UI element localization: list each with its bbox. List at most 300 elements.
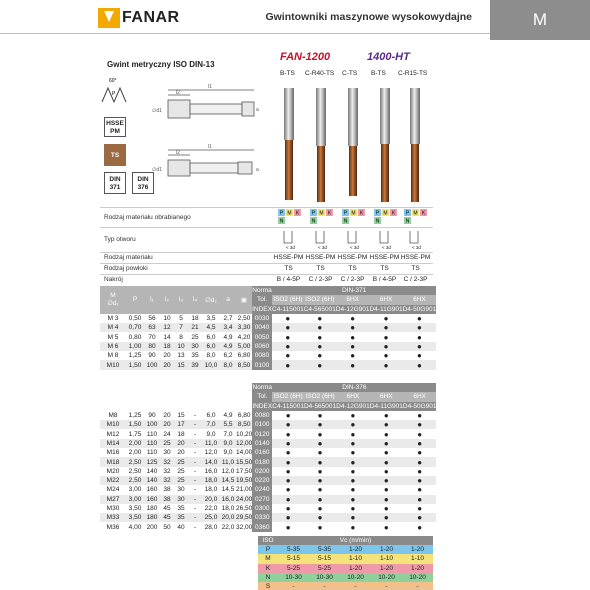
cell-p: 3,50 xyxy=(126,513,144,522)
availability-dot: ● xyxy=(403,513,437,522)
availability-dot: ● xyxy=(403,323,437,332)
cell-m: M16 xyxy=(106,449,120,457)
cell-p: 4,00 xyxy=(128,523,142,531)
availability-dot: ● xyxy=(285,429,291,439)
cell-dd: 24,00 xyxy=(236,495,253,503)
col-a: a xyxy=(220,286,236,314)
din376-table xyxy=(100,383,436,532)
availability-dot: ● xyxy=(383,448,389,458)
svg-text:l2: l2 xyxy=(176,90,180,96)
series-1400ht: 1400-HT xyxy=(367,51,410,63)
tool-code-2: C-R40-TS xyxy=(305,70,335,77)
cell-m: M18 xyxy=(100,457,126,466)
logo-text: FANAR xyxy=(122,9,180,26)
cell-d2: 16,0 xyxy=(204,467,218,475)
availability-dot: ● xyxy=(350,504,356,513)
tol-3: 6HX xyxy=(336,295,370,304)
table-row xyxy=(100,360,436,369)
cell-l3: 20 xyxy=(177,449,185,457)
speed-value: 5-35 xyxy=(309,545,340,554)
availability-dot: ● xyxy=(350,485,356,495)
svg-text:l1: l1 xyxy=(208,84,212,90)
cell-a: 4,9 xyxy=(223,412,233,420)
speed-value: 10-30 xyxy=(309,573,340,582)
cell-a: 18,0 xyxy=(221,505,235,512)
row-code: 0050 xyxy=(252,332,272,341)
cell-m: M12 xyxy=(106,430,120,438)
availability-dot: ● xyxy=(336,323,370,332)
availability-dot: ● xyxy=(403,420,437,429)
chamfer-2: C / 2-3P xyxy=(308,276,333,283)
row-code: 0200 xyxy=(252,467,272,476)
speed-row xyxy=(258,573,433,582)
cell-dd: 21,00 xyxy=(236,486,253,494)
availability-dot: ● xyxy=(272,360,304,369)
cell-l1: 180 xyxy=(146,505,158,512)
norma-label: Norma xyxy=(252,287,272,295)
row-code: 0300 xyxy=(252,504,272,513)
din376-badge: DIN 376 xyxy=(132,172,154,194)
cell-l1: 125 xyxy=(144,457,160,466)
availability-dot: ● xyxy=(416,314,422,324)
label-coating: Rodzaj powłoki xyxy=(104,265,148,272)
tol-5: 6HX xyxy=(403,295,437,304)
tol-2: ISO2 (6H) xyxy=(305,393,335,401)
spacer xyxy=(100,402,252,411)
availability-dot: ● xyxy=(383,504,389,513)
iso-group: M xyxy=(258,554,278,563)
index-label: INDEX xyxy=(252,402,273,410)
cell-d2: 14,0 xyxy=(202,457,220,466)
availability-dot: ● xyxy=(285,351,291,361)
cell-d2: 18,0 xyxy=(202,476,220,485)
availability-dot: ● xyxy=(383,411,389,421)
norma-label: Norma xyxy=(252,384,273,392)
cell-m: M10 xyxy=(100,360,126,369)
cell-a: 14,5 xyxy=(221,486,235,494)
cell-d2: 3,5 xyxy=(206,315,216,323)
cell-d2: 22,0 xyxy=(204,505,218,512)
cell-dd: 14,00 xyxy=(236,449,253,457)
cutting-speed-table xyxy=(258,536,433,590)
availability-dot: ● xyxy=(304,323,336,332)
table-row xyxy=(100,504,436,513)
din371-badge: DIN 371 xyxy=(104,172,126,194)
row-code: 0360 xyxy=(252,522,272,531)
availability-dot: ● xyxy=(336,457,370,466)
cell-d2: 11,0 xyxy=(202,439,220,448)
tool-code-1: B-TS xyxy=(280,70,295,77)
availability-dot: ● xyxy=(383,351,389,361)
col-p: P xyxy=(126,286,144,314)
cell-l1: 70 xyxy=(148,333,156,341)
cell-a: 9,0 xyxy=(220,439,236,448)
cell-m: M 6 xyxy=(100,342,126,351)
availability-dot: ● xyxy=(416,332,422,342)
cell-d2: 10,0 xyxy=(202,360,220,369)
table-row xyxy=(100,332,436,341)
tap-4 xyxy=(380,88,390,202)
cell-p: 1,50 xyxy=(126,360,144,369)
cell-l3: 20 xyxy=(174,439,188,448)
availability-dot: ● xyxy=(272,457,304,466)
availability-dot: ● xyxy=(403,476,437,485)
row-code: 0160 xyxy=(252,448,272,457)
row-code: 0330 xyxy=(252,513,272,522)
availability-dot: ● xyxy=(403,360,437,369)
availability-dot: ● xyxy=(317,466,323,476)
label-chamfer: Nakrój xyxy=(104,276,123,283)
svg-text:M: M xyxy=(413,210,418,217)
row-code: 0060 xyxy=(252,342,272,351)
availability-dot: ● xyxy=(403,439,437,448)
speed-value: - xyxy=(278,582,309,590)
index-5: D4-50G901 xyxy=(402,402,437,410)
availability-dot: ● xyxy=(317,448,323,458)
coating-3: TS xyxy=(348,265,357,272)
speed-row xyxy=(258,564,433,573)
cell-l3: 35 xyxy=(177,505,185,512)
cell-dd: 15,50 xyxy=(236,458,253,466)
cell-a: 7,0 xyxy=(223,430,233,438)
tol-1: ISO2 (6H) xyxy=(273,296,303,304)
label-material: Rodzaj materiału obrabianego xyxy=(104,214,191,221)
row-code: 0040 xyxy=(252,323,272,332)
cell-d2: 12,0 xyxy=(204,449,218,457)
table-row xyxy=(100,485,436,494)
cell-d2: 9,0 xyxy=(206,430,216,438)
cell-a: 12,0 xyxy=(221,467,235,475)
availability-dot: ● xyxy=(317,314,323,324)
tool-code-3: C-TS xyxy=(342,70,358,77)
cell-l3: 25 xyxy=(174,476,188,485)
cell-l1: 140 xyxy=(146,467,158,475)
tol-3: 6HX xyxy=(336,392,370,401)
cell-l1: 110 xyxy=(146,449,158,457)
drill-icon: ▣ xyxy=(236,286,252,314)
cell-l3: 8 xyxy=(179,333,183,341)
table-row xyxy=(100,457,436,466)
availability-dot: ● xyxy=(285,522,291,532)
svg-text:N: N xyxy=(405,218,410,225)
speed-value: 1-10 xyxy=(402,554,433,563)
availability-dot: ● xyxy=(369,342,402,351)
tool-material-5: HSSE-PM xyxy=(400,254,431,261)
index-4: D4-11G901 xyxy=(369,305,403,313)
availability-dot: ● xyxy=(370,439,403,448)
svg-text:P: P xyxy=(343,210,348,217)
cell-l4: - xyxy=(188,476,202,485)
spacer xyxy=(100,383,252,392)
cell-p: 3,50 xyxy=(128,505,142,512)
cell-p: 2,50 xyxy=(128,467,142,475)
cell-l4: - xyxy=(188,420,202,429)
cell-l4: - xyxy=(193,449,197,457)
cell-l3: 25 xyxy=(174,457,188,466)
tap-3 xyxy=(348,88,358,196)
iso-group: P xyxy=(258,545,278,554)
availability-dot: ● xyxy=(336,420,370,429)
series-fan1200: FAN-1200 xyxy=(280,51,331,63)
availability-dot: ● xyxy=(417,504,423,513)
cell-p: 0,50 xyxy=(128,315,142,323)
tool-code-4: B-TS xyxy=(371,70,386,77)
cell-l2: 45 xyxy=(163,505,171,512)
tap-2 xyxy=(316,88,326,202)
cell-dd: 29,50 xyxy=(236,514,253,522)
index-2: D4-565001 xyxy=(303,402,337,410)
index-1: C4-115001 xyxy=(272,402,304,410)
svg-text:K: K xyxy=(327,210,332,217)
cell-l1: 200 xyxy=(146,523,158,531)
cell-l2: 20 xyxy=(160,420,174,429)
index-5: D4-50G901 xyxy=(402,305,437,313)
cell-l3: 40 xyxy=(177,523,185,531)
svg-text:60°: 60° xyxy=(109,78,117,84)
chamfer-4: B / 4-5P xyxy=(372,276,397,283)
cell-l1: 56 xyxy=(148,315,156,323)
svg-text:M: M xyxy=(383,210,388,217)
cell-dd: 6,80 xyxy=(237,412,251,420)
availability-dot: ● xyxy=(370,420,403,429)
availability-dot: ● xyxy=(336,513,370,522)
col-l1: l₁ xyxy=(144,286,160,314)
availability-dot: ● xyxy=(285,314,291,324)
table-row xyxy=(100,495,436,504)
cell-p: 0,70 xyxy=(126,323,144,332)
cell-l3: 7 xyxy=(174,323,188,332)
availability-dot: ● xyxy=(304,342,336,351)
material-icons xyxy=(276,208,434,226)
svg-text:N: N xyxy=(311,218,316,225)
speed-value: 5-35 xyxy=(278,545,309,554)
svg-text:∅d1: ∅d1 xyxy=(152,108,162,114)
row-code: 0270 xyxy=(252,495,272,504)
row-code: 0240 xyxy=(252,485,272,494)
tap-5 xyxy=(410,88,420,202)
availability-dot: ● xyxy=(383,466,389,476)
cell-l4: 30 xyxy=(188,342,202,351)
svg-text:l2: l2 xyxy=(176,150,180,156)
svg-text:∅d1: ∅d1 xyxy=(152,167,162,173)
availability-dot: ● xyxy=(350,448,356,458)
cell-l1: 100 xyxy=(144,360,160,369)
cell-l3: 30 xyxy=(177,486,185,494)
cell-m: M14 xyxy=(100,439,126,448)
index-3: D4-12G901 xyxy=(335,305,370,313)
row-code: 0030 xyxy=(252,314,272,323)
cell-m: M 5 xyxy=(107,333,119,341)
cell-l1: 63 xyxy=(144,323,160,332)
row-code: 0180 xyxy=(252,457,272,466)
row-code: 0220 xyxy=(252,476,272,485)
speed-value: 5-15 xyxy=(278,554,309,563)
availability-dot: ● xyxy=(350,429,356,439)
divider xyxy=(100,227,433,228)
thread-profile-icon xyxy=(100,76,130,106)
speed-value: 5-25 xyxy=(309,564,340,573)
cell-l3: 25 xyxy=(177,467,185,475)
availability-dot: ● xyxy=(383,332,389,342)
availability-dot: ● xyxy=(285,504,291,513)
cell-l4: - xyxy=(193,523,197,531)
cell-l1: 160 xyxy=(144,495,160,504)
availability-dot: ● xyxy=(272,513,304,522)
cell-a: 4,9 xyxy=(223,333,233,341)
cell-d2: 7,0 xyxy=(202,420,220,429)
availability-dot: ● xyxy=(350,411,356,421)
cell-d2: 8,0 xyxy=(206,352,216,360)
cell-l3: 18 xyxy=(177,430,185,438)
cell-l2: 38 xyxy=(163,486,171,494)
hole-note-3: < 3d xyxy=(350,245,359,250)
cell-p: 1,25 xyxy=(128,352,142,360)
cell-l2: 30 xyxy=(163,449,171,457)
cell-m: M27 xyxy=(100,495,126,504)
label-hole-type: Typ otworu xyxy=(104,236,136,243)
row-code: 0080 xyxy=(252,351,272,360)
hole-note-2: < 3d xyxy=(318,245,327,250)
cell-p: 1,75 xyxy=(128,430,142,438)
table-header-row xyxy=(100,286,436,295)
cell-d2: 4,5 xyxy=(202,323,220,332)
availability-dot: ● xyxy=(417,522,423,532)
row-code: 0100 xyxy=(252,420,272,429)
cell-d2: 28,0 xyxy=(204,523,218,531)
cell-l2: 24 xyxy=(163,430,171,438)
tap-images xyxy=(276,80,434,210)
index-label: INDEX xyxy=(252,305,272,313)
speed-value: 10-30 xyxy=(278,573,309,582)
availability-dot: ● xyxy=(417,429,423,439)
cell-d2: 20,0 xyxy=(202,495,220,504)
availability-dot: ● xyxy=(336,476,370,485)
cell-p: 2,50 xyxy=(126,476,144,485)
svg-text:N: N xyxy=(375,218,380,225)
cell-l2: 10 xyxy=(163,315,171,323)
speed-value: - xyxy=(402,582,433,590)
cell-l1: 110 xyxy=(146,430,158,438)
logo-v-icon xyxy=(98,8,120,28)
row-code: 0120 xyxy=(252,429,272,438)
availability-dot: ● xyxy=(304,495,336,504)
table-row xyxy=(100,439,436,448)
cell-l2: 32 xyxy=(163,467,171,475)
coating-2: TS xyxy=(316,265,325,272)
svg-text:P: P xyxy=(279,210,284,217)
hsse-pm-badge: HSSE PM xyxy=(104,117,126,137)
svg-text:K: K xyxy=(295,210,300,217)
page-title: Gwintowniki maszynowe wysokowydajne xyxy=(265,11,472,23)
tool-material-2: HSSE-PM xyxy=(305,254,336,261)
cell-l3: 13 xyxy=(177,352,185,360)
hole-note-4: < 3d xyxy=(382,245,391,250)
availability-dot: ● xyxy=(304,439,336,448)
availability-dot: ● xyxy=(369,323,402,332)
cell-l3: 35 xyxy=(174,513,188,522)
cell-dd: 32,00 xyxy=(236,523,253,531)
cell-dd: 2,50 xyxy=(237,315,251,323)
availability-dot: ● xyxy=(416,351,422,361)
availability-dot: ● xyxy=(336,495,370,504)
svg-text:K: K xyxy=(391,210,396,217)
table-row xyxy=(100,342,436,351)
cell-l2: 18 xyxy=(160,342,174,351)
availability-dot: ● xyxy=(304,360,336,369)
availability-dot: ● xyxy=(304,420,336,429)
tool-code-5: C-R15-TS xyxy=(398,70,428,77)
svg-text:P: P xyxy=(311,210,316,217)
cell-l1: 180 xyxy=(144,513,160,522)
tol-4: 6HX xyxy=(369,295,402,304)
availability-dot: ● xyxy=(417,411,423,421)
cell-l3: 5 xyxy=(179,315,183,323)
table-row xyxy=(100,429,436,438)
availability-dot: ● xyxy=(304,513,336,522)
cell-d2: 6,0 xyxy=(206,333,216,341)
cell-dd: 17,50 xyxy=(236,467,253,475)
availability-dot: ● xyxy=(272,476,304,485)
availability-dot: ● xyxy=(403,495,437,504)
cell-p: 0,80 xyxy=(128,333,142,341)
divider xyxy=(100,252,433,253)
svg-text:P: P xyxy=(112,91,116,97)
cell-m: M20 xyxy=(106,467,120,475)
index-3: D4-12G901 xyxy=(336,402,370,410)
cell-dd: 5,00 xyxy=(237,342,251,350)
availability-dot: ● xyxy=(304,457,336,466)
cell-d2: 6,0 xyxy=(202,342,220,351)
tol-5: 6HX xyxy=(403,392,437,401)
index-2: C4-565001 xyxy=(303,305,336,313)
row-code: 0140 xyxy=(252,439,272,448)
cell-dd: 4,20 xyxy=(237,333,251,341)
availability-dot: ● xyxy=(317,411,323,421)
table-row xyxy=(100,351,436,360)
vc-label: Vc (m/min) xyxy=(278,536,433,545)
speed-value: 1-10 xyxy=(340,554,371,563)
cell-l2: 20 xyxy=(163,352,171,360)
cell-a: 16,0 xyxy=(221,495,235,503)
availability-dot: ● xyxy=(317,504,323,513)
section-tab: M xyxy=(490,0,590,40)
tol-2: ISO2 (6H) xyxy=(305,296,335,304)
divider xyxy=(100,274,433,275)
cell-l4: - xyxy=(193,430,197,438)
availability-dot: ● xyxy=(272,439,304,448)
cell-dd: 6,80 xyxy=(237,352,251,360)
table-row xyxy=(100,411,436,420)
cell-l4: 25 xyxy=(191,333,199,341)
hole-note-1: < 3d xyxy=(286,245,295,250)
availability-dot: ● xyxy=(336,439,370,448)
cell-l1: 90 xyxy=(148,412,156,420)
table-row xyxy=(100,476,436,485)
svg-text:M: M xyxy=(351,210,356,217)
speed-value: 1-20 xyxy=(371,564,402,573)
coating-4: TS xyxy=(380,265,389,272)
tap-dimension-drawing xyxy=(150,78,272,208)
cell-l3: 15 xyxy=(177,412,185,420)
cell-a: 6,2 xyxy=(223,352,233,360)
svg-text:K: K xyxy=(421,210,426,217)
table-row xyxy=(100,467,436,476)
tool-material-1: HSSE-PM xyxy=(273,254,304,261)
cell-a: 11,0 xyxy=(221,458,235,466)
cell-l3: 17 xyxy=(174,420,188,429)
cell-l4: - xyxy=(188,457,202,466)
ts-coating-badge: TS xyxy=(104,144,126,166)
